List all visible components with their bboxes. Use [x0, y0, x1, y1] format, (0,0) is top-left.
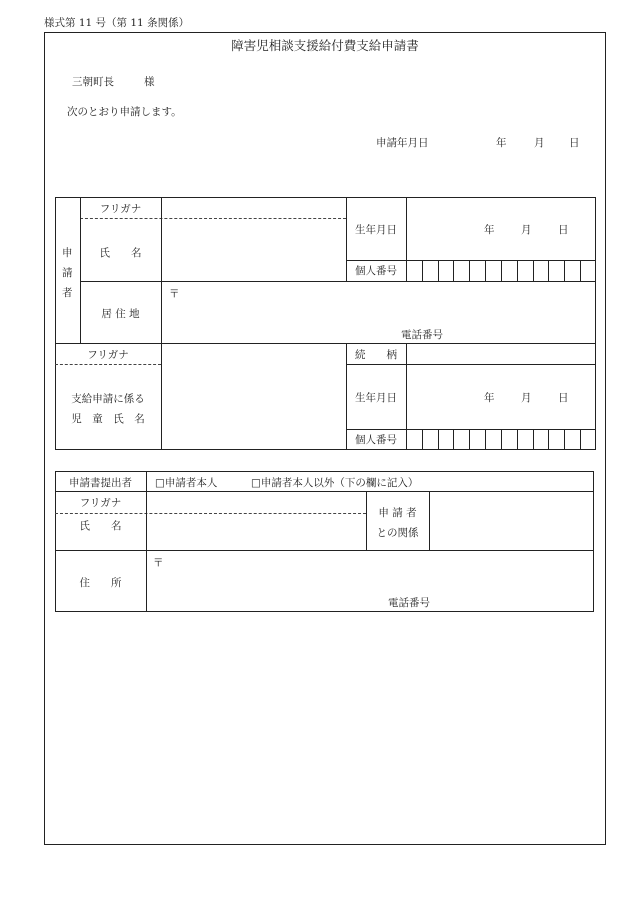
id-digit-box[interactable]	[533, 260, 549, 281]
applicant-birth-label: 生年月日	[355, 224, 397, 236]
applicant-address-field[interactable]	[162, 282, 595, 342]
id-digit-box[interactable]	[453, 260, 469, 281]
addressee-honorific: 様	[144, 76, 155, 88]
applicant-furigana-field[interactable]	[162, 198, 345, 217]
submitter-furigana-label: フリガナ	[79, 497, 122, 509]
id-digit-box[interactable]	[501, 260, 517, 281]
id-digit-box[interactable]	[485, 260, 501, 281]
child-birth-label: 生年月日	[355, 392, 397, 404]
id-digit-box[interactable]	[517, 429, 533, 450]
application-date-label: 申請年月日	[376, 137, 429, 149]
applicant-name-label: 氏 名	[99, 247, 142, 259]
page-title: 障害児相談支援給付費支給申請書	[231, 38, 419, 53]
id-digit-box[interactable]	[485, 429, 501, 450]
child-name-label-1: 支給申請に係る	[71, 393, 145, 405]
child-id-number-boxes	[406, 429, 596, 450]
submitter-name-label: 氏 名	[79, 520, 122, 532]
child-furigana-label: フリガナ	[87, 349, 129, 361]
id-digit-box[interactable]	[469, 260, 485, 281]
id-digit-box[interactable]	[533, 429, 549, 450]
id-digit-box[interactable]	[564, 260, 580, 281]
applicant-birth-month-unit: 月	[521, 224, 532, 236]
applicant-name-field[interactable]	[162, 219, 345, 280]
applicant-id-number-boxes	[406, 260, 596, 281]
child-birth-month-unit: 月	[521, 392, 532, 404]
applicant-side-label-2: 請	[62, 267, 73, 279]
id-digit-box[interactable]	[422, 260, 438, 281]
submitter-relation-label-1: 申 請 者	[378, 507, 417, 519]
id-digit-box[interactable]	[422, 429, 438, 450]
submitter-phone-label: 電話番号	[388, 597, 430, 609]
application-day-unit: 日	[569, 137, 580, 149]
applicant-side-label-3: 者	[62, 287, 73, 299]
applicant-id-label: 個人番号	[355, 265, 397, 277]
child-relation-field[interactable]	[407, 344, 595, 363]
form-id: 様式第 11 号（第 11 条関係）	[44, 17, 190, 29]
submitter-name-field[interactable]	[147, 514, 365, 549]
id-digit-box[interactable]	[564, 429, 580, 450]
application-month-unit: 月	[534, 137, 545, 149]
applicant-birth-day-unit: 日	[558, 224, 569, 236]
submitter-furigana-field[interactable]	[147, 492, 365, 512]
submitter-address-field[interactable]	[147, 551, 593, 611]
id-digit-box[interactable]	[548, 260, 564, 281]
child-relation-label: 続 柄	[355, 349, 397, 361]
submitter-label: 申請書提出者	[69, 477, 132, 489]
submitter-option-self[interactable]: □申請者本人	[155, 477, 218, 489]
applicant-birth-year-unit: 年	[484, 224, 495, 236]
addressee-name: 三朝町長	[72, 76, 114, 88]
id-digit-box[interactable]	[517, 260, 533, 281]
id-digit-box[interactable]	[406, 429, 422, 450]
child-name-label-2: 児 童 氏 名	[71, 413, 145, 425]
submitter-postal-mark: 〒	[153, 557, 164, 569]
id-digit-box[interactable]	[580, 260, 596, 281]
child-birth-year-unit: 年	[484, 392, 495, 404]
child-id-label: 個人番号	[355, 434, 397, 446]
applicant-side-label-1: 申	[62, 247, 73, 259]
submitter-address-label: 住 所	[79, 577, 122, 589]
id-digit-box[interactable]	[580, 429, 596, 450]
application-month-field[interactable]	[510, 134, 534, 152]
submitter-relation-label-2: との関係	[376, 527, 419, 539]
child-furigana-field[interactable]	[162, 344, 345, 363]
application-year-unit: 年	[496, 137, 507, 149]
applicant-postal-mark: 〒	[169, 288, 180, 300]
id-digit-box[interactable]	[438, 429, 454, 450]
id-digit-box[interactable]	[548, 429, 564, 450]
application-year-field[interactable]	[432, 134, 494, 152]
applicant-furigana-label: フリガナ	[99, 203, 142, 215]
application-day-field[interactable]	[548, 134, 568, 152]
applicant-phone-label: 電話番号	[401, 329, 443, 341]
id-digit-box[interactable]	[469, 429, 485, 450]
id-digit-box[interactable]	[501, 429, 517, 450]
id-digit-box[interactable]	[438, 260, 454, 281]
child-birth-day-unit: 日	[558, 392, 569, 404]
submitter-option-other[interactable]: □申請者本人以外（下の欄に記入）	[251, 477, 419, 489]
intro-text: 次のとおり申請します。	[67, 106, 182, 118]
submitter-relation-field[interactable]	[430, 492, 593, 549]
child-name-field[interactable]	[162, 365, 345, 449]
id-digit-box[interactable]	[406, 260, 422, 281]
id-digit-box[interactable]	[453, 429, 469, 450]
applicant-residence-label: 居 住 地	[101, 308, 140, 320]
